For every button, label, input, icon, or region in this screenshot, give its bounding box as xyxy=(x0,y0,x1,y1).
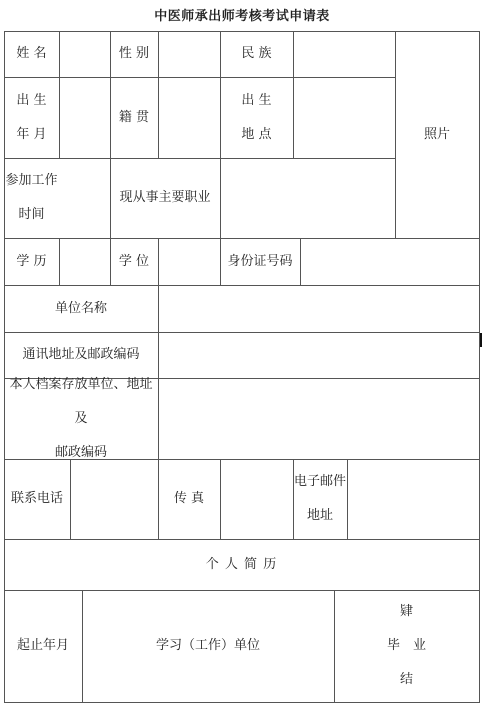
employer-name-label: 单位名称 xyxy=(54,300,107,316)
email-label xyxy=(293,459,347,539)
id-number-field[interactable] xyxy=(300,238,479,285)
phone-label: 联系电话 xyxy=(10,491,63,506)
study-work-unit-header: 学习（工作）单位 xyxy=(155,638,260,653)
birth-date-label-line2: 年 月 xyxy=(16,126,47,142)
fax-label: 传 真 xyxy=(173,491,205,506)
archive-label-line1: 本人档案存放单位、地址及 xyxy=(9,376,153,426)
work-start-label-line2: 时间 xyxy=(18,207,45,222)
mailing-address-label: 通讯地址及邮政编码 xyxy=(22,347,140,362)
work-start-label-line1: 参加工作 xyxy=(5,173,58,188)
current-job-label: 现从事主要职业 xyxy=(119,190,211,205)
current-job-field[interactable] xyxy=(220,158,395,238)
completion-status-header xyxy=(334,590,479,702)
birthplace-label-line1: 出 生 xyxy=(241,92,272,108)
birth-date-label-line1: 出 生 xyxy=(16,92,47,108)
completion-status-line1: 肄 xyxy=(399,604,413,619)
work-start-label xyxy=(4,158,59,238)
name-label: 姓 名 xyxy=(16,46,47,61)
degree-label: 学 位 xyxy=(118,253,150,269)
archive-label xyxy=(4,378,158,459)
employer-name-field[interactable] xyxy=(158,285,479,332)
gender-label: 性 别 xyxy=(118,46,150,61)
work-start-field[interactable] xyxy=(59,158,110,238)
gender-field[interactable] xyxy=(158,31,220,77)
degree-field[interactable] xyxy=(158,238,220,285)
name-field[interactable] xyxy=(59,31,110,77)
email-field[interactable] xyxy=(347,459,479,539)
photo-box[interactable] xyxy=(395,31,479,238)
fax-field[interactable] xyxy=(220,459,293,539)
archive-label-line2: 邮政编码 xyxy=(54,444,107,460)
form-title: 中医师承出师考核考试申请表 xyxy=(154,9,330,24)
archive-field[interactable] xyxy=(158,378,479,459)
birthplace-label-line2: 地 点 xyxy=(241,126,272,142)
birth-date-label xyxy=(4,77,59,158)
email-label-line1: 电子邮件 xyxy=(293,474,346,489)
education-field[interactable] xyxy=(59,238,110,285)
phone-field[interactable] xyxy=(70,459,158,539)
mailing-address-field[interactable] xyxy=(158,332,479,378)
id-number-label: 身份证号码 xyxy=(227,253,293,269)
email-label-line2: 地址 xyxy=(306,508,333,523)
native-place-label: 籍 贯 xyxy=(118,109,150,125)
period-header: 起止年月 xyxy=(16,638,69,653)
birthplace-label xyxy=(220,77,293,158)
birth-date-field[interactable] xyxy=(59,77,110,158)
completion-status-line2: 毕 业 xyxy=(386,638,426,653)
native-place-field[interactable] xyxy=(158,77,220,158)
education-label: 学 历 xyxy=(16,253,47,269)
text-cursor xyxy=(480,333,482,347)
resume-heading: 个 人 简 历 xyxy=(205,556,278,572)
birthplace-field[interactable] xyxy=(293,77,395,158)
photo-label: 照片 xyxy=(423,126,450,142)
completion-status-line3: 结 xyxy=(399,672,413,687)
ethnicity-field[interactable] xyxy=(293,31,395,77)
ethnicity-label: 民 族 xyxy=(241,46,272,61)
